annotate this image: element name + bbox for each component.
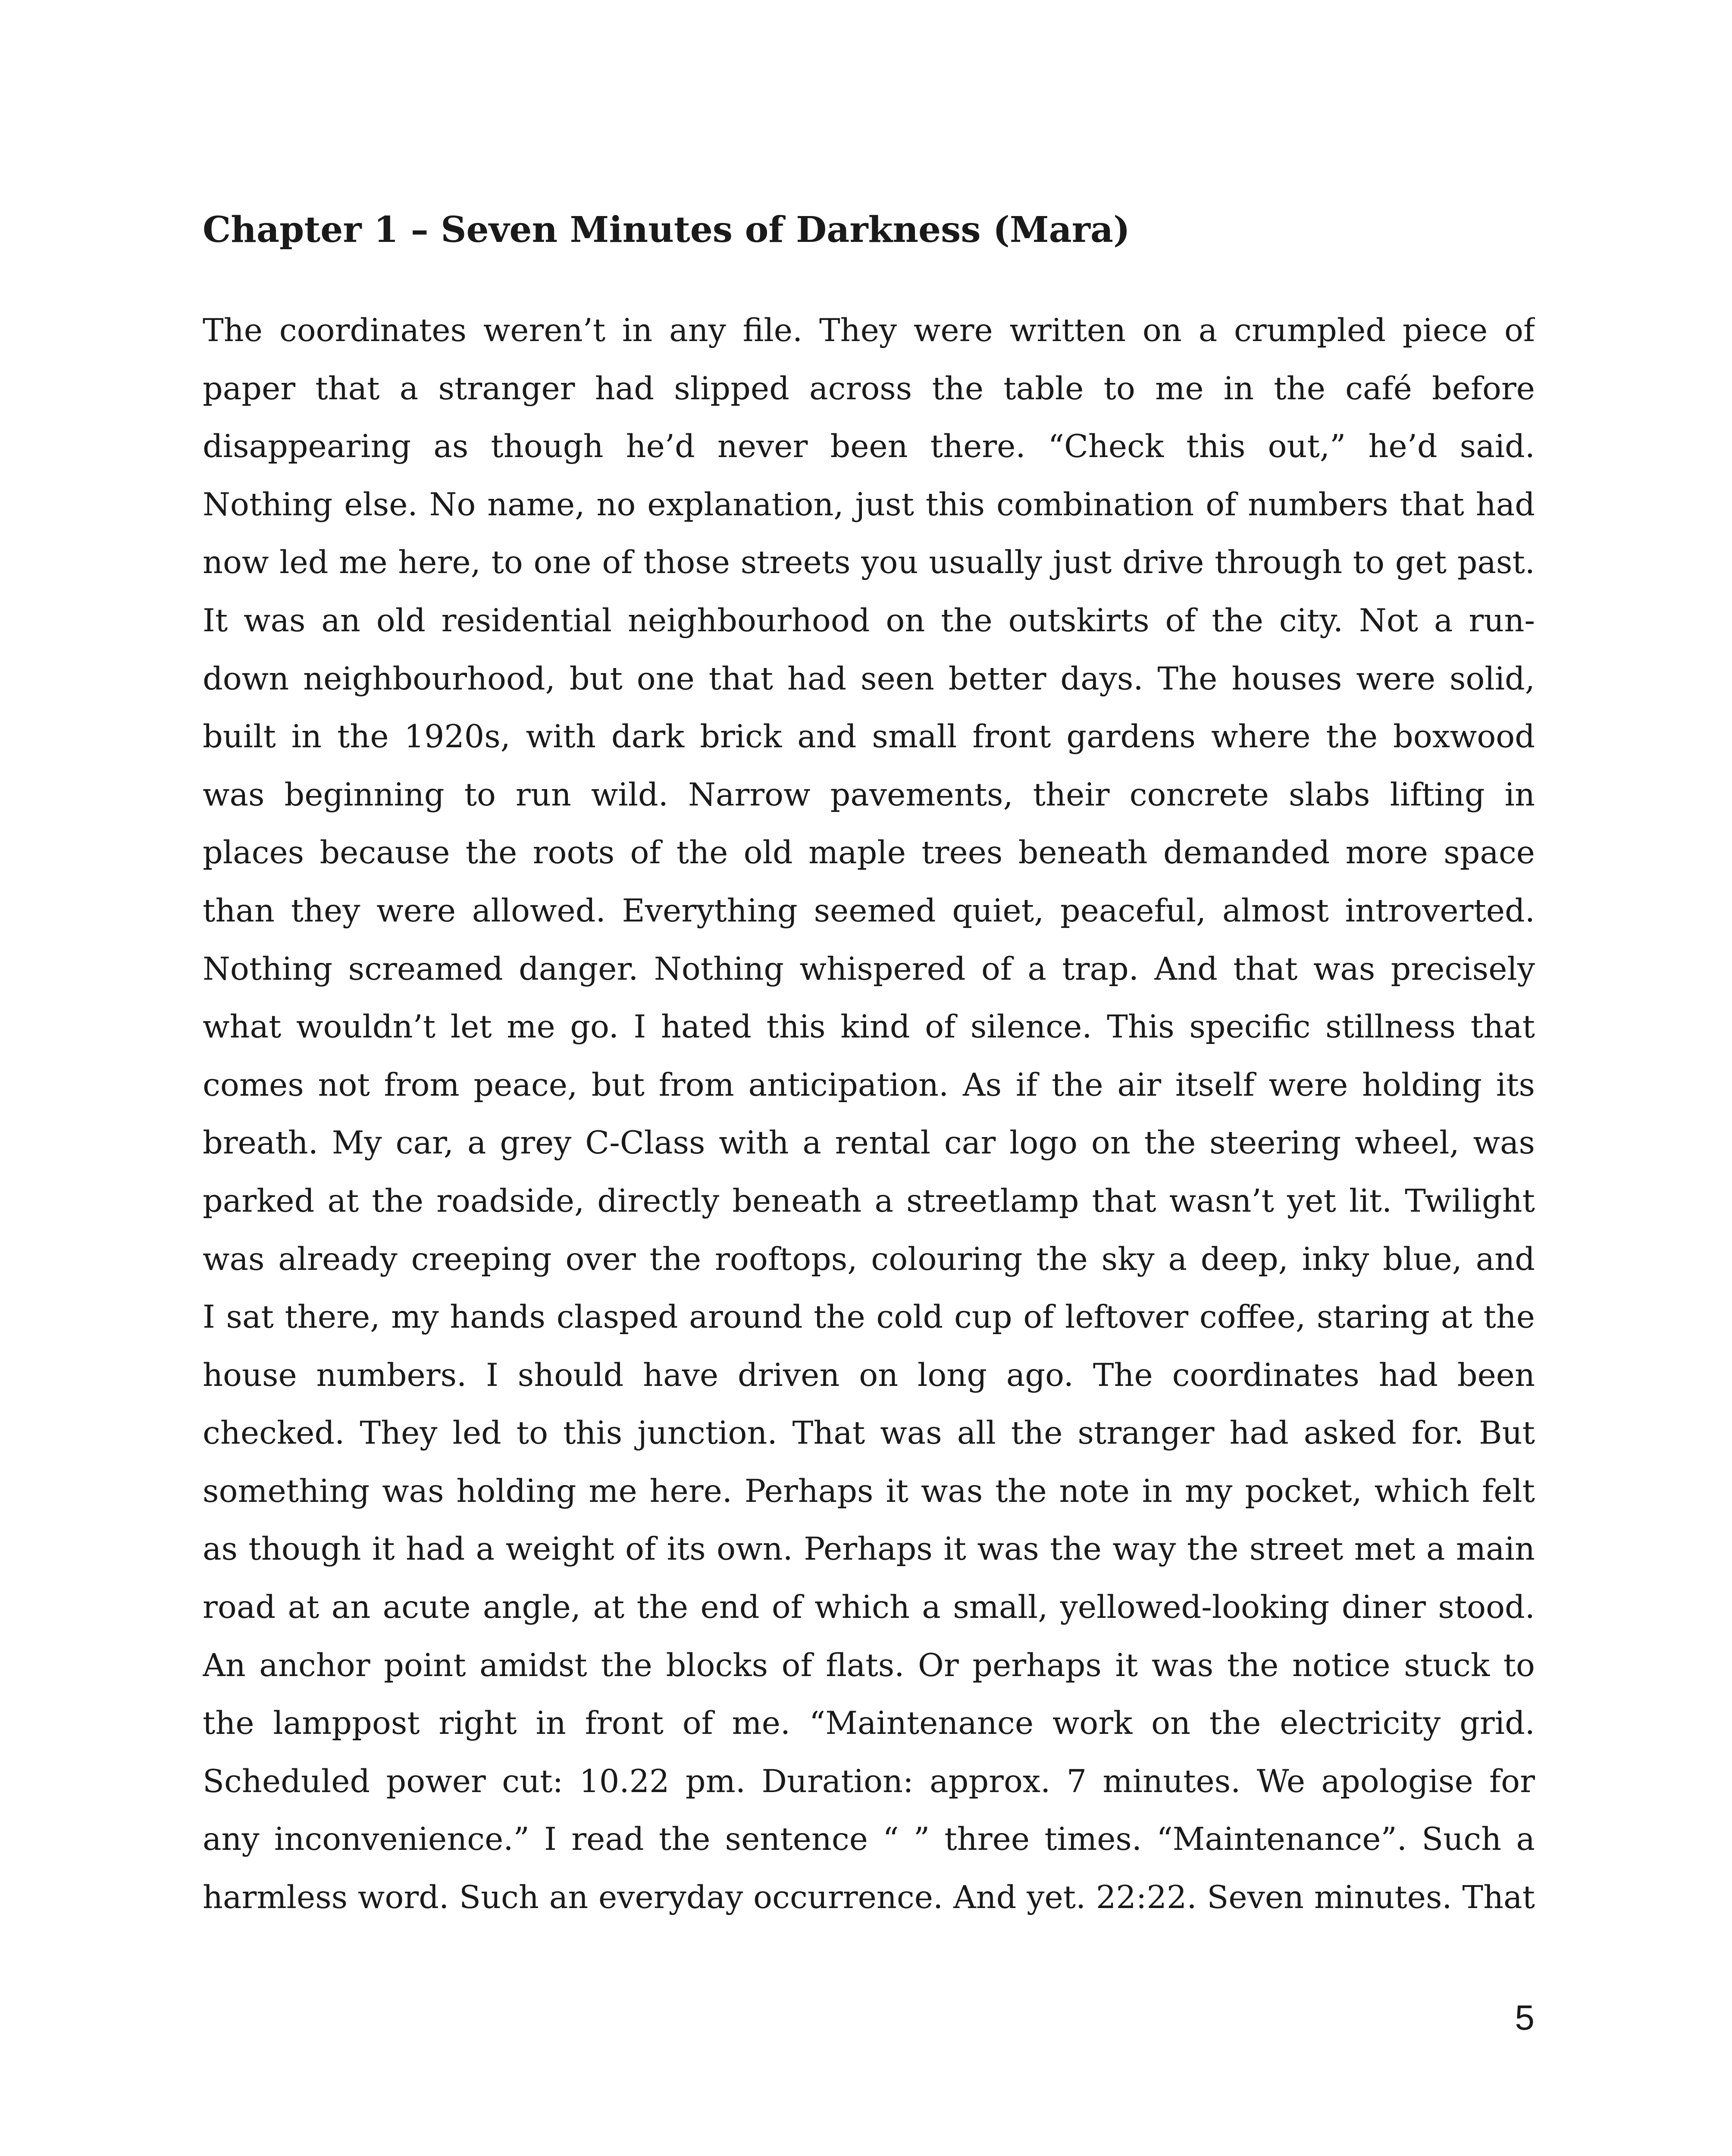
body-line: Nothing else. No name, no explanation, just this combination of numbers that had [203, 486, 1535, 523]
chapter-title: Chapter 1 – Seven Minutes of Darkness (Mara) [203, 209, 1130, 251]
body-line: road at an acute angle, at the end of which a small, yellowed-looking diner stood. [203, 1589, 1535, 1626]
body-line: checked. They led to this junction. That was all the stranger had asked for. But [203, 1415, 1535, 1452]
body-line: down neighbourhood, but one that had seen better days. The houses were solid, [203, 660, 1535, 697]
body-line: Scheduled power cut: 10.22 pm. Duration: approx. 7 minutes. We apologise for [203, 1763, 1535, 1800]
body-line: any inconvenience.” I read the sentence “ ” three times. “Maintenance”. Such a [203, 1821, 1535, 1858]
body-line: I sat there, my hands clasped around the cold cup of leftover coffee, staring at the [203, 1299, 1535, 1336]
body-line: An anchor point amidst the blocks of flats. Or perhaps it was the notice stuck to [203, 1647, 1535, 1684]
body-line: was beginning to run wild. Narrow pavements, their concrete slabs lifting in [203, 776, 1535, 813]
body-line: The coordinates weren’t in any file. They were written on a crumpled piece of [203, 312, 1535, 349]
body-line: as though it had a weight of its own. Perhaps it was the way the street met a main [203, 1531, 1535, 1568]
body-line: what wouldn’t let me go. I hated this kind of silence. This specific stillness that [203, 1009, 1535, 1046]
body-line: something was holding me here. Perhaps it was the note in my pocket, which felt [203, 1473, 1535, 1510]
body-line: places because the roots of the old maple trees beneath demanded more space [203, 834, 1535, 871]
body-line: disappearing as though he’d never been there. “Check this out,” he’d said. [203, 428, 1535, 465]
body-line: harmless word. Such an everyday occurrence. And yet. 22:22. Seven minutes. That [203, 1879, 1535, 1916]
body-line: comes not from peace, but from anticipation. As if the air itself were holding its [203, 1066, 1535, 1103]
body-line: paper that a stranger had slipped across the table to me in the café before [203, 370, 1535, 407]
body-line: was already creeping over the rooftops, colouring the sky a deep, inky blue, and [203, 1241, 1535, 1278]
body-line: now led me here, to one of those streets you usually just drive through to get past. [203, 544, 1535, 581]
chapter-body [203, 302, 1535, 1927]
body-line: than they were allowed. Everything seemed quiet, peaceful, almost introverted. [203, 892, 1535, 929]
body-line: house numbers. I should have driven on long ago. The coordinates had been [203, 1357, 1535, 1394]
body-line: built in the 1920s, with dark brick and small front gardens where the boxwood [203, 718, 1535, 755]
body-line: Nothing screamed danger. Nothing whispered of a trap. And that was precisely [203, 950, 1535, 987]
body-line: the lamppost right in front of me. “Maintenance work on the electricity grid. [203, 1705, 1535, 1742]
body-line: It was an old residential neighbourhood on the outskirts of the city. Not a run- [203, 602, 1535, 639]
body-line: breath. My car, a grey C-Class with a rental car logo on the steering wheel, was [203, 1125, 1535, 1162]
page-number: 5 [1515, 1998, 1535, 2037]
body-line: parked at the roadside, directly beneath a streetlamp that wasn’t yet lit. Twilight [203, 1182, 1535, 1219]
